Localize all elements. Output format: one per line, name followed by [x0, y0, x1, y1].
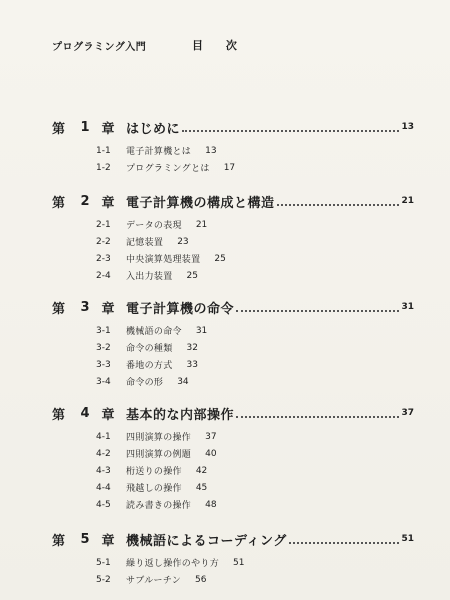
section-item	[52, 267, 414, 284]
chapter-number: 3	[80, 299, 90, 315]
section-page-number: 13	[205, 145, 217, 156]
section-number: 4-4	[96, 482, 111, 493]
chapter-suffix: 章	[101, 533, 115, 549]
chapter-title: 機械語によるコーディング	[126, 533, 287, 549]
chapter-number: 5	[80, 531, 90, 547]
section-page-number: 40	[205, 448, 217, 459]
chapter-4	[52, 404, 414, 513]
section-page-number: 32	[186, 342, 198, 353]
section-title: データの表現	[126, 221, 182, 231]
chapter-5	[52, 530, 414, 588]
section-number: 5-1	[96, 557, 111, 568]
section-item	[52, 428, 414, 445]
chapter-heading	[52, 530, 414, 548]
section-number: 2-2	[96, 236, 111, 247]
dot-leader	[289, 541, 400, 544]
section-item	[52, 159, 414, 176]
section-page-number: 21	[195, 219, 208, 230]
section-item	[52, 216, 414, 233]
chapter-prefix: 第	[52, 533, 66, 549]
section-item	[52, 479, 414, 496]
chapter-title: はじめに	[126, 121, 181, 137]
section-list	[52, 554, 414, 588]
page-header	[52, 38, 410, 54]
section-page-number: 25	[214, 253, 226, 264]
section-item	[52, 445, 414, 462]
section-title: サブルーチン	[126, 576, 181, 586]
dot-leader	[236, 309, 399, 312]
section-title: 電子計算機とは	[126, 147, 192, 157]
chapter-number: 1	[80, 119, 90, 135]
section-title: 繰り返し操作のやり方	[126, 559, 220, 569]
section-list	[52, 322, 414, 390]
section-item	[52, 356, 414, 373]
section-title: 四則演算の例題	[126, 450, 192, 460]
toc-heading: 目 次	[192, 39, 238, 52]
chapter-heading	[52, 118, 414, 136]
chapter-number: 4	[80, 405, 90, 421]
dot-leader	[277, 203, 400, 206]
section-number: 1-1	[96, 145, 111, 156]
chapter-suffix: 章	[101, 121, 115, 137]
section-item	[52, 554, 414, 571]
section-title: 機械語の命令	[126, 327, 182, 337]
section-number: 5-2	[96, 574, 111, 585]
section-title: 番地の方式	[126, 361, 173, 371]
section-number: 4-5	[96, 499, 111, 510]
section-page-number: 37	[205, 431, 217, 442]
section-page-number: 23	[177, 236, 189, 247]
section-page-number: 51	[233, 557, 245, 568]
chapter-title: 電子計算機の命令	[126, 301, 235, 317]
section-title: 読み書きの操作	[126, 501, 192, 511]
chapter-prefix: 第	[52, 195, 66, 211]
section-title: 中央演算処理装置	[126, 255, 201, 265]
section-page-number: 42	[195, 465, 208, 476]
chapter-prefix: 第	[52, 301, 66, 317]
section-title: 命令の種類	[126, 344, 173, 354]
section-title: プログラミングとは	[126, 164, 210, 174]
section-number: 2-4	[96, 270, 111, 281]
section-page-number: 45	[195, 482, 208, 493]
chapter-suffix: 章	[101, 301, 115, 317]
chapter-prefix: 第	[52, 407, 66, 423]
chapter-title: 電子計算機の構成と構造	[126, 195, 275, 211]
chapter-page-number: 13	[401, 122, 414, 132]
section-number: 3-3	[96, 359, 111, 370]
dot-leader	[182, 129, 399, 132]
section-item	[52, 339, 414, 356]
book-title: プログラミング入門	[52, 42, 147, 53]
section-page-number: 56	[195, 574, 207, 585]
section-number: 3-2	[96, 342, 111, 353]
section-list	[52, 216, 414, 284]
dot-leader	[236, 415, 399, 418]
section-title: 桁送りの操作	[126, 467, 182, 477]
section-number: 2-1	[96, 219, 111, 230]
section-page-number: 33	[186, 359, 198, 370]
section-item	[52, 233, 414, 250]
chapter-page-number: 37	[401, 408, 414, 418]
chapter-number: 2	[80, 193, 90, 209]
section-page-number: 34	[177, 376, 189, 387]
section-item	[52, 142, 414, 159]
section-title: 四則演算の操作	[126, 433, 192, 443]
section-page-number: 48	[205, 499, 217, 510]
chapter-page-number: 51	[401, 534, 414, 544]
chapter-heading	[52, 192, 414, 210]
chapter-2	[52, 192, 414, 284]
section-item	[52, 496, 414, 513]
section-item	[52, 250, 414, 267]
section-list	[52, 428, 414, 513]
chapter-heading	[52, 298, 414, 316]
chapter-page-number: 31	[401, 302, 414, 312]
section-page-number: 31	[195, 325, 208, 336]
chapter-heading	[52, 404, 414, 422]
section-title: 入出力装置	[126, 272, 173, 282]
section-number: 3-4	[96, 376, 111, 387]
section-number: 2-3	[96, 253, 111, 264]
section-number: 4-1	[96, 431, 111, 442]
section-number: 1-2	[96, 162, 111, 173]
section-item	[52, 373, 414, 390]
chapter-suffix: 章	[101, 407, 115, 423]
section-title: 記憶装置	[126, 238, 164, 248]
section-number: 3-1	[96, 325, 111, 336]
section-item	[52, 322, 414, 339]
section-list	[52, 142, 414, 176]
section-item	[52, 571, 414, 588]
chapter-suffix: 章	[101, 195, 115, 211]
section-title: 飛越しの操作	[126, 484, 182, 494]
section-number: 4-2	[96, 448, 111, 459]
section-page-number: 17	[223, 162, 236, 173]
chapter-1	[52, 118, 414, 176]
chapter-prefix: 第	[52, 121, 66, 137]
section-item	[52, 462, 414, 479]
chapter-title: 基本的な内部操作	[126, 407, 235, 423]
section-number: 4-3	[96, 465, 111, 476]
section-page-number: 25	[186, 270, 198, 281]
chapter-page-number: 21	[401, 196, 414, 206]
chapter-3	[52, 298, 414, 390]
section-title: 命令の形	[126, 378, 164, 388]
